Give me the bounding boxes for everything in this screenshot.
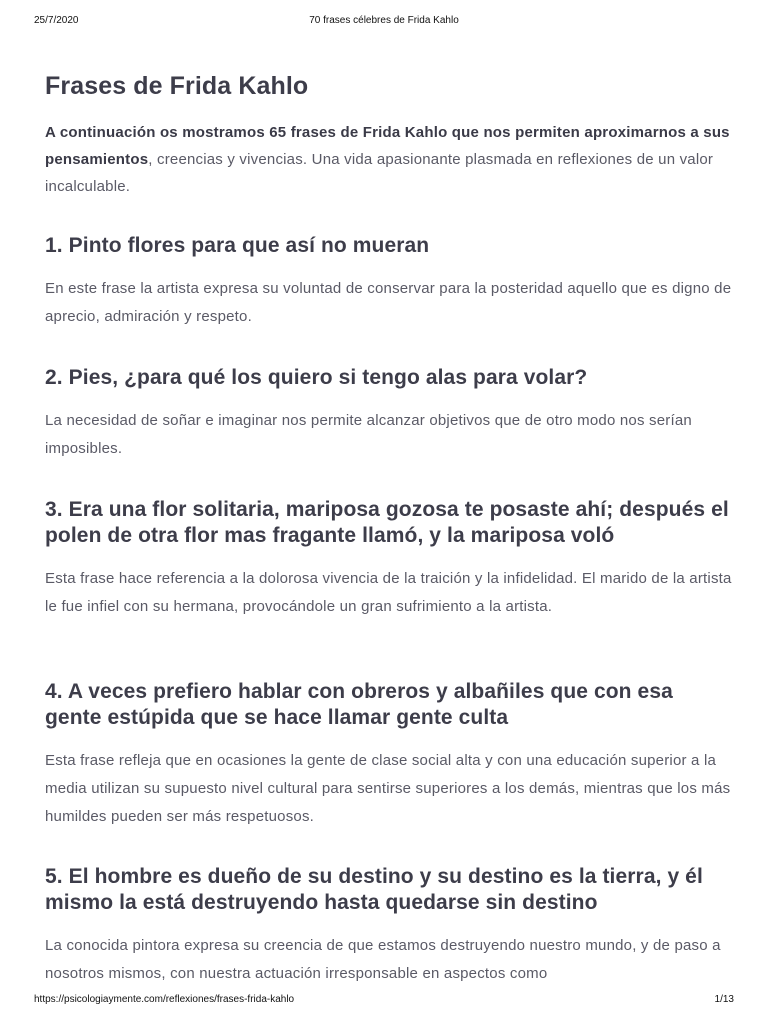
quote-body-1: En este frase la artista expresa su voluntad de conservar para la posteridad aquello que es digno de aprecio, admiración y respeto. <box>45 280 732 325</box>
quote-body-5: La conocida pintora expresa su creencia de que estamos destruyendo nuestro mundo, y de paso a nosotros mismos, con nuestra actuación irresponsable en aspectos como <box>45 937 721 982</box>
print-page-number: 1/13 <box>714 994 734 1005</box>
quote-heading-4: 4. A veces prefiero hablar con obreros y albañiles que con esa gente estúpida que se hace llamar gente culta <box>45 680 673 729</box>
quote-body-2: La necesidad de soñar e imaginar nos permite alcanzar objetivos que de otro modo nos serían imposibles. <box>45 412 692 457</box>
print-footer <box>0 994 768 1008</box>
print-date: 25/7/2020 <box>34 15 79 26</box>
quote-body-4: Esta frase refleja que en ocasiones la gente de clase social alta y con una educación superior a la media utilizan su supuesto nivel cultural para sentirse superiores a los demás, mientras que los más humildes pueden ser más respetuosos. <box>45 752 731 825</box>
quote-section-2 <box>45 365 735 463</box>
article <box>45 68 735 982</box>
quote-section-4 <box>45 679 735 831</box>
intro-bold-text: A continuación os mostramos 65 frases de Frida Kahlo que nos permiten aproximarnos a sus pensamientos <box>45 124 730 168</box>
page-title: Frases de Frida Kahlo <box>45 72 309 100</box>
quote-section-5 <box>45 864 735 988</box>
quote-heading-3: 3. Era una flor solitaria, mariposa gozosa te posaste ahí; después el polen de otra flor mas fragante llamó, y la mariposa voló <box>45 498 729 547</box>
intro-rest-text: , creencias y vivencias. Una vida apasionante plasmada en reflexiones de un valor incalculable. <box>45 151 714 195</box>
quote-heading-2: 2. Pies, ¿para qué los quiero si tengo alas para volar? <box>45 366 588 389</box>
print-header <box>0 15 768 29</box>
print-document-title: 70 frases célebres de Frida Kahlo <box>309 15 459 26</box>
intro-paragraph <box>45 119 735 200</box>
quote-section-3 <box>45 497 735 621</box>
quote-heading-1: 1. Pinto flores para que así no mueran <box>45 234 430 257</box>
quote-section-1 <box>45 233 735 331</box>
quote-heading-5: 5. El hombre es dueño de su destino y su destino es la tierra, y él mismo la está destruyendo hasta quedarse sin destino <box>45 865 703 914</box>
print-source-url: https://psicologiaymente.com/reflexiones/frases-frida-kahlo <box>34 994 295 1005</box>
quote-body-3: Esta frase hace referencia a la dolorosa vivencia de la traición y la infidelidad. El marido de la artista le fue infiel con su hermana, provocándole un gran sufrimiento a la artista. <box>45 570 732 615</box>
